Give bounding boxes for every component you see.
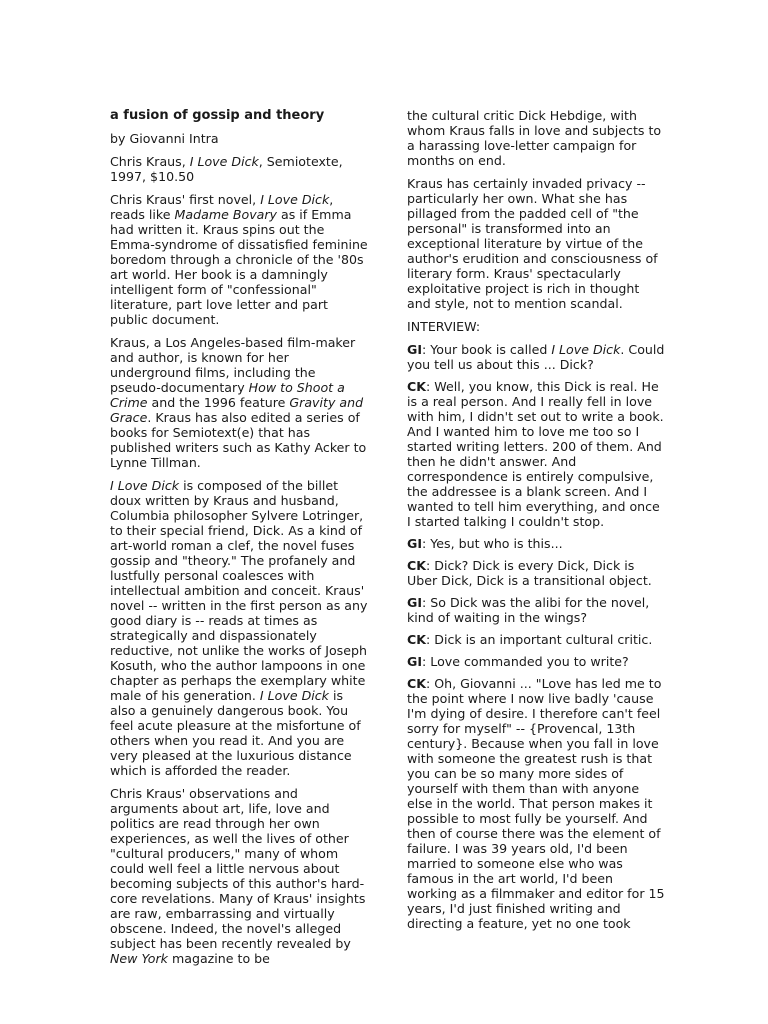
paragraph-4: Chris Kraus' observations and arguments about art, life, love and politics are read through her own experiences, as well the lives of other "cultural producers," many of whom could well feel a little nervous about becoming subjects of this author's hard-core revelations. Many of Kraus' insights are raw, embarrassing and virtually obscene. Indeed, the novel's alleged subject has been recently revealed by New York magazine to be [110,786,366,966]
interview-question: GI: Yes, but who is this... [407,536,563,551]
interview-answer: CK: Well, you know, this Dick is real. He is a real person. And I really fell in love with him, I didn't set out to write a book. And I wanted him to love me too so I started writing letters. 200 of them. And then he didn't answer. And correspondence is entirely compulsive, the addressee is a blank screen. And I wanted to tell him everything, and once I started talking I couldn't stop. [407,379,664,529]
interview-label: INTERVIEW: [407,319,481,334]
interview-answer: CK: Oh, Giovanni ... "Love has led me to the point where I now live badly 'cause I'm dying of desire. I therefore can't feel sorry for myself" -- {Provencal, 13th century}. Because when you fall in love with someone the greatest rush is that you can be so many more sides of yourself with them than with anyone else in the world. That person makes it possible to most fully be yourself. And then of course there was the element of failure. I was 39 years old, I'd been married to someone else who was famous in the art world, I'd been working as a filmmaker and editor for 15 years, I'd just finished writing and directing a feature, yet no one took [407,676,665,931]
paragraph-6: Kraus has certainly invaded privacy -- particularly her own. What she has pillaged from the padded cell of "the personal" is transformed into an exceptional literature by virtue of the author's erudition and consciousness of literary form. Kraus' spectacularly exploitative project is rich in thought and style, not to mention scandal. [407,176,658,311]
right-column [407,108,665,938]
byline: by Giovanni Intra [110,131,219,146]
paragraph-1: Chris Kraus' first novel, I Love Dick, reads like Madame Bovary as if Emma had written it. Kraus spins out the Emma-syndrome of dissatisfied feminine boredom through a chronicle of the '80s art world. Her book is a damningly intelligent form of "confessional" literature, part love letter and part public document. [110,192,368,327]
paragraph-3: I Love Dick is composed of the billet doux written by Kraus and husband, Columbia philosopher Sylvere Lotringer, to their special friend, Dick. As a kind of art-world roman a clef, the novel fuses gossip and "theory." The profanely and lustfully personal coalesces with intellectual ambition and conceit. Kraus' novel -- written in the first person as any good diary is -- reads at times as strategically and dispassionately reductive, not unlike the works of Joseph Kosuth, who the author lampoons in one chapter as perhaps the exemplary white male of his generation. I Love Dick is also a genuinely dangerous book. You feel acute pleasure at the misfortune of others when you read it. And you are very pleased at the luxurious distance which is afforded the reader. [110,478,368,778]
interview-question: GI: Your book is called I Love Dick. Could you tell us about this ... Dick? [407,342,665,372]
interview-question: GI: Love commanded you to write? [407,654,629,669]
book-citation: Chris Kraus, I Love Dick, Semiotexte, 1997, $10.50 [110,154,343,184]
interview-answer: CK: Dick? Dick is every Dick, Dick is Uber Dick, Dick is a transitional object. [407,558,652,588]
interview-answer: CK: Dick is an important cultural critic. [407,632,653,647]
left-column [110,108,368,974]
article-title: a fusion of gossip and theory [110,108,325,123]
paragraph-5: the cultural critic Dick Hebdige, with whom Kraus falls in love and subjects to a harassing love-letter campaign for months on end. [407,108,662,168]
paragraph-2: Kraus, a Los Angeles-based film-maker and author, is known for her underground films, including the pseudo-documentary How to Shoot a Crime and the 1996 feature Gravity and Grace. Kraus has also edited a series of books for Semiotext(e) that has published writers such as Kathy Acker to Lynne Tillman. [110,335,367,470]
interview-question: GI: So Dick was the alibi for the novel, kind of waiting in the wings? [407,595,650,625]
